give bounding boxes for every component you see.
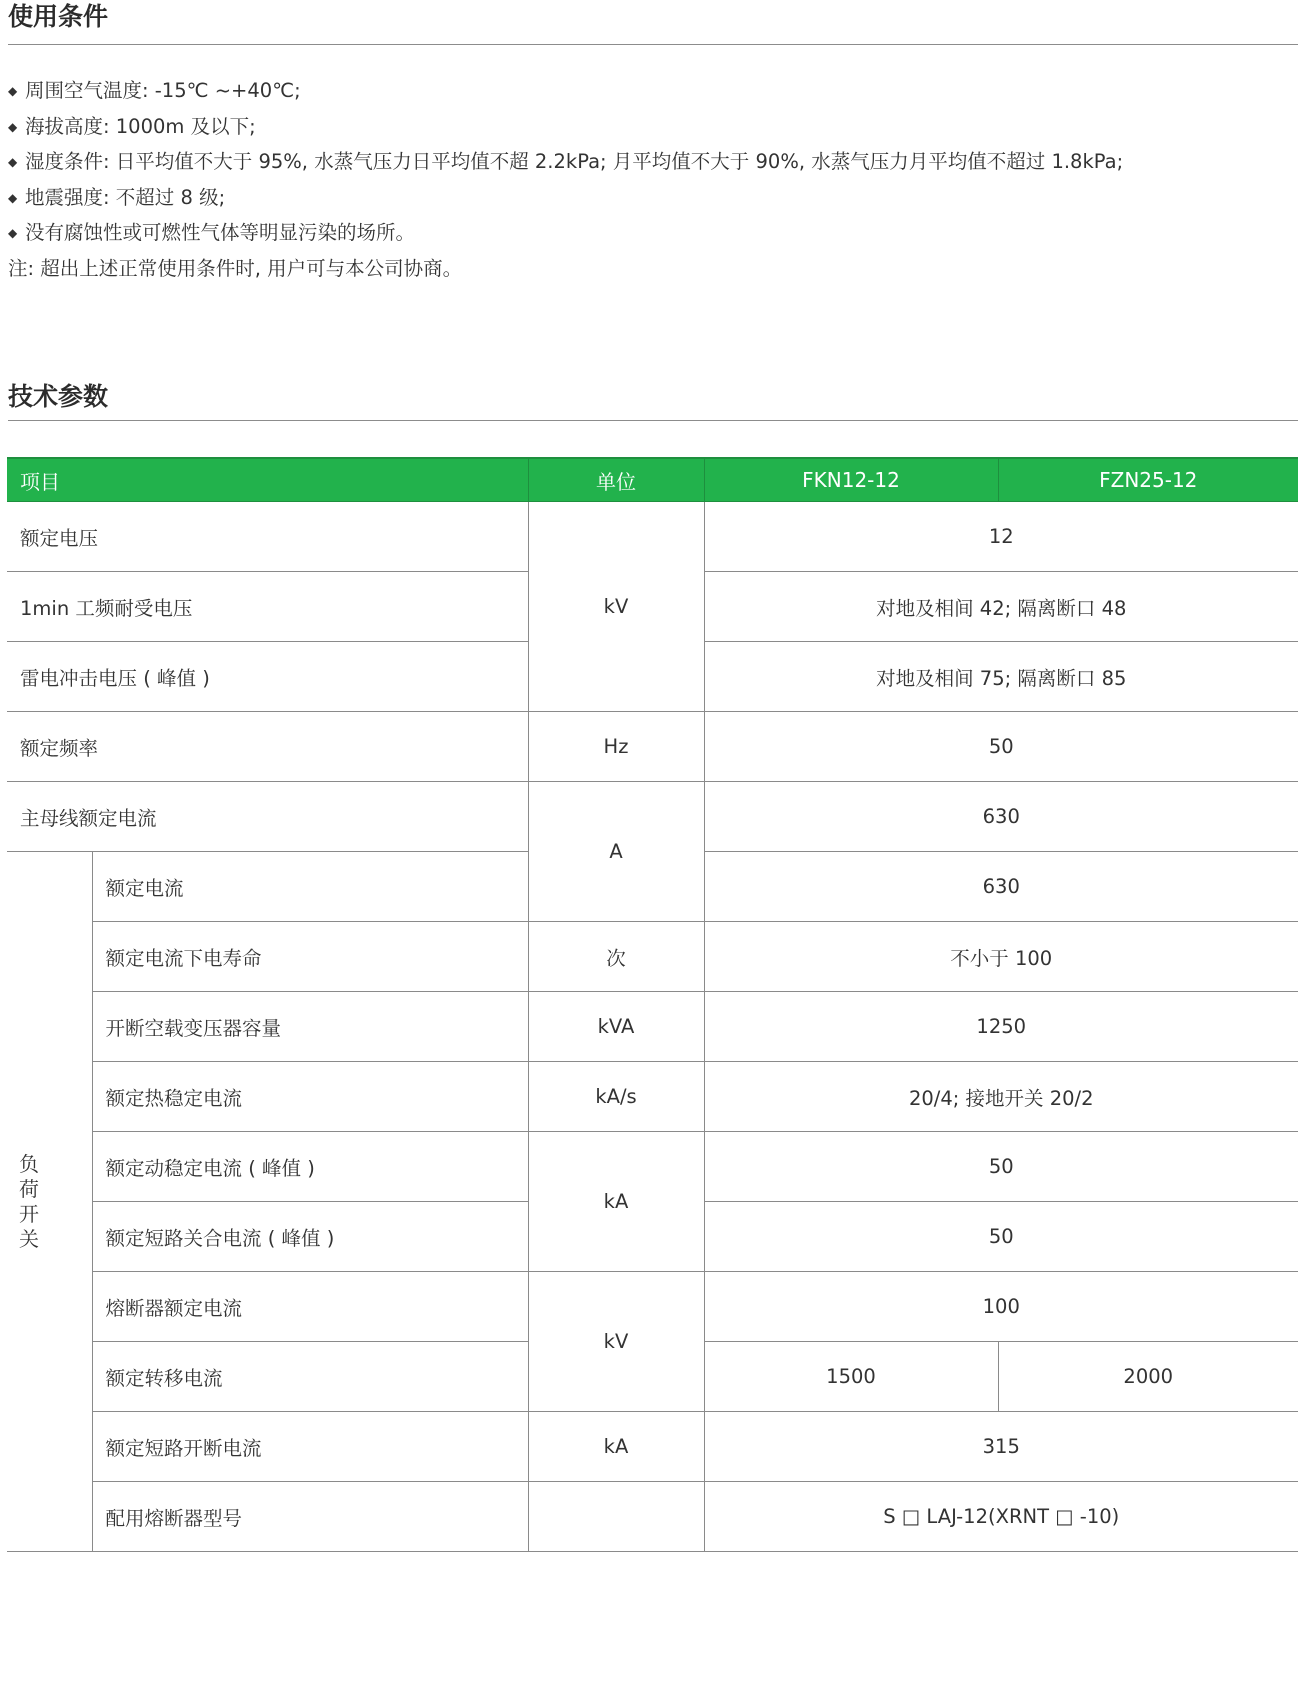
row-unit: A bbox=[528, 782, 704, 922]
table-header-row bbox=[7, 458, 1298, 502]
row-unit: kA/s bbox=[528, 1062, 704, 1132]
diamond-bullet-icon: ◆ bbox=[8, 190, 18, 205]
row-unit: kA bbox=[528, 1412, 704, 1482]
group-label-char: 负 bbox=[19, 1151, 39, 1176]
row-unit: kV bbox=[528, 502, 704, 712]
row-item: 额定电压 bbox=[7, 502, 528, 572]
list-item bbox=[8, 144, 1298, 180]
group-label-load-switch bbox=[7, 852, 92, 1552]
row-value: 315 bbox=[704, 1412, 1298, 1482]
row-item: 额定转移电流 bbox=[92, 1342, 528, 1412]
header-item: 项目 bbox=[7, 458, 528, 502]
header-model-fzn: FZN25-12 bbox=[998, 458, 1298, 502]
row-unit: kVA bbox=[528, 992, 704, 1062]
header-model-fkn: FKN12-12 bbox=[704, 458, 998, 502]
row-value: 对地及相间 42; 隔离断口 48 bbox=[704, 572, 1298, 642]
row-item: 额定频率 bbox=[7, 712, 528, 782]
row-unit: 次 bbox=[528, 922, 704, 992]
table-row bbox=[7, 782, 1298, 852]
row-item: 额定电流 bbox=[92, 852, 528, 922]
row-value: 100 bbox=[704, 1272, 1298, 1342]
table-row bbox=[7, 1132, 1298, 1202]
header-unit: 单位 bbox=[528, 458, 704, 502]
row-unit bbox=[528, 1482, 704, 1552]
row-item: 雷电冲击电压 ( 峰值 ) bbox=[7, 642, 528, 712]
row-item: 开断空载变压器容量 bbox=[92, 992, 528, 1062]
table-row bbox=[7, 1482, 1298, 1552]
condition-text: 海拔高度: 1000m 及以下; bbox=[25, 114, 256, 138]
list-item bbox=[8, 180, 1298, 216]
section-divider bbox=[8, 44, 1298, 45]
section-title-params: 技术参数 bbox=[8, 382, 109, 411]
spec-table bbox=[7, 457, 1298, 1552]
group-label-char: 荷 bbox=[19, 1176, 39, 1201]
condition-text: 地震强度: 不超过 8 级; bbox=[25, 185, 226, 209]
diamond-bullet-icon: ◆ bbox=[8, 226, 18, 240]
row-item: 熔断器额定电流 bbox=[92, 1272, 528, 1342]
row-value-fkn: 1500 bbox=[704, 1342, 998, 1412]
group-label-char: 开 bbox=[19, 1201, 39, 1226]
condition-text: 湿度条件: 日平均值不大于 95%, 水蒸气压力日平均值不超 2.2kPa; 月平均值不大于 90%, 水蒸气压力月平均值不超过 1.8kPa; bbox=[25, 150, 1124, 173]
row-item: 额定短路关合电流 ( 峰值 ) bbox=[92, 1202, 528, 1272]
row-value: 12 bbox=[704, 502, 1298, 572]
section-title-conditions: 使用条件 bbox=[8, 2, 109, 31]
row-value: 630 bbox=[704, 852, 1298, 922]
diamond-bullet-icon: ◆ bbox=[8, 119, 18, 134]
list-item bbox=[8, 73, 1298, 109]
diamond-bullet-icon: ◆ bbox=[8, 84, 18, 98]
row-item: 主母线额定电流 bbox=[7, 782, 528, 852]
row-item: 1min 工频耐受电压 bbox=[7, 572, 528, 642]
row-value: 20/4; 接地开关 20/2 bbox=[704, 1062, 1298, 1132]
row-value-fzn: 2000 bbox=[998, 1342, 1298, 1412]
row-item: 额定热稳定电流 bbox=[92, 1062, 528, 1132]
row-value: 50 bbox=[704, 1132, 1298, 1202]
group-label-char: 关 bbox=[19, 1226, 39, 1251]
table-row bbox=[7, 922, 1298, 992]
condition-text: 没有腐蚀性或可燃性气体等明显污染的场所。 bbox=[25, 221, 416, 244]
row-value: 50 bbox=[704, 712, 1298, 782]
table-row bbox=[7, 1272, 1298, 1342]
row-value: 不小于 100 bbox=[704, 922, 1298, 992]
row-item: 额定电流下电寿命 bbox=[92, 922, 528, 992]
list-item bbox=[8, 215, 1298, 251]
table-row bbox=[7, 502, 1298, 572]
row-unit: kA bbox=[528, 1132, 704, 1272]
row-value: S □ LAJ-12(XRNT □ -10) bbox=[704, 1482, 1298, 1552]
row-item: 配用熔断器型号 bbox=[92, 1482, 528, 1552]
row-item: 额定动稳定电流 ( 峰值 ) bbox=[92, 1132, 528, 1202]
table-row bbox=[7, 712, 1298, 782]
row-unit: kV bbox=[528, 1272, 704, 1412]
row-value: 对地及相间 75; 隔离断口 85 bbox=[704, 642, 1298, 712]
conditions-list bbox=[8, 73, 1298, 286]
row-value: 50 bbox=[704, 1202, 1298, 1272]
table-row bbox=[7, 992, 1298, 1062]
section-divider bbox=[8, 420, 1298, 421]
condition-text: 周围空气温度: -15℃ ~+40℃; bbox=[25, 79, 301, 102]
row-value: 1250 bbox=[704, 992, 1298, 1062]
diamond-bullet-icon: ◆ bbox=[8, 155, 18, 169]
table-row bbox=[7, 1062, 1298, 1132]
note-text: 注: 超出上述正常使用条件时, 用户可与本公司协商。 bbox=[8, 256, 463, 280]
row-item: 额定短路开断电流 bbox=[92, 1412, 528, 1482]
table-row bbox=[7, 1412, 1298, 1482]
row-unit: Hz bbox=[528, 712, 704, 782]
list-item bbox=[8, 109, 1298, 145]
row-value: 630 bbox=[704, 782, 1298, 852]
